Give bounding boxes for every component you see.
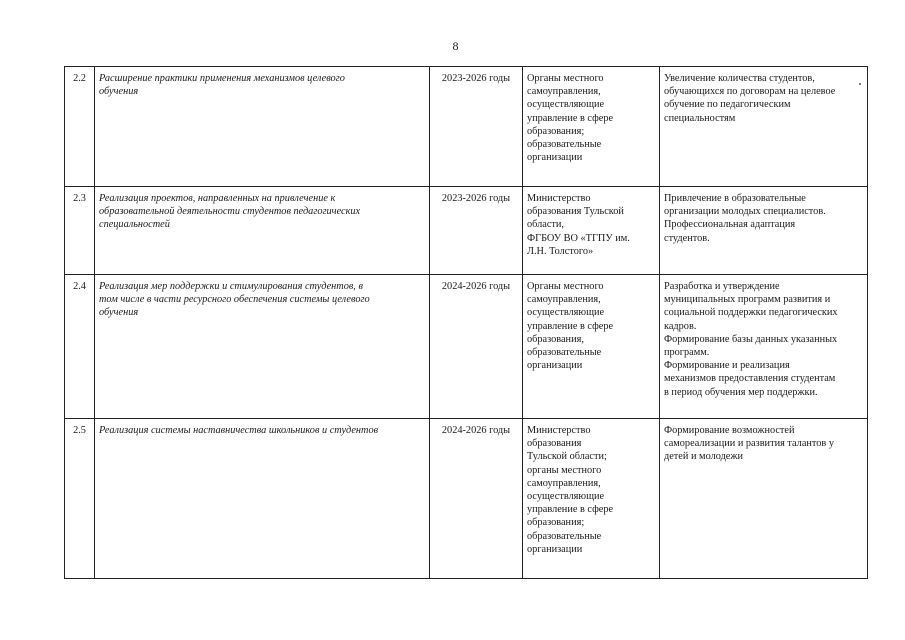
- result-line: механизмов предоставления студентам: [664, 373, 836, 385]
- period: 2024-2026 годы: [441, 281, 511, 292]
- activity-name-cell: [95, 419, 430, 579]
- responsible-line: Министерство: [527, 193, 591, 204]
- result-line: обучающихся по договорам на целевое: [664, 86, 836, 98]
- responsible-line: образования: [527, 438, 582, 450]
- period-cell: [430, 67, 523, 187]
- result-line: социальной поддержки педагогических: [664, 307, 838, 319]
- result-line: Профессиональная адаптация: [664, 219, 796, 231]
- item-number-cell: [65, 419, 95, 579]
- activity-name-line: образовательной деятельности студентов педагогических: [99, 206, 361, 218]
- responsible-line: самоуправления,: [527, 477, 601, 489]
- responsible-line: осуществляющие: [527, 307, 605, 319]
- result-line: студентов.: [664, 232, 710, 244]
- item-number: 2.3: [73, 193, 86, 204]
- item-number-cell: [65, 275, 95, 419]
- result-line: Увеличение количества студентов,: [664, 73, 815, 84]
- result-line: Формирование и реализация: [664, 360, 790, 372]
- table-row: [65, 67, 868, 187]
- responsible-line: организации: [527, 152, 583, 164]
- responsible-cell: [523, 419, 660, 579]
- result-line: программ.: [664, 347, 710, 359]
- activity-name-line: Реализация системы наставничества школьников и студентов: [99, 425, 379, 436]
- responsible-cell: [523, 275, 660, 419]
- result-line: специальностям: [664, 112, 736, 124]
- result-line: обучение по педагогическим: [664, 99, 791, 111]
- responsible-line: самоуправления,: [527, 86, 601, 98]
- result-line: Формирование возможностей: [664, 425, 795, 436]
- responsible-line: управление в сфере: [527, 320, 614, 332]
- responsible-line: организации: [527, 543, 583, 555]
- responsible-line: осуществляющие: [527, 491, 605, 503]
- activity-name-line: Реализация мер поддержки и стимулирования студентов, в: [99, 281, 363, 292]
- result-cell: [660, 67, 868, 187]
- table-row: [65, 275, 868, 419]
- responsible-line: Органы местного: [527, 281, 604, 292]
- responsible-line: организации: [527, 360, 583, 372]
- activity-name-cell: [95, 67, 430, 187]
- responsible-line: управление в сфере: [527, 112, 614, 124]
- responsible-line: области,: [527, 219, 564, 231]
- responsible-cell: [523, 67, 660, 187]
- item-number: 2.4: [73, 281, 86, 292]
- responsible-line: образования;: [527, 517, 585, 529]
- result-line: организации молодых специалистов.: [664, 206, 826, 218]
- result-line: в период обучения мер поддержки.: [664, 386, 818, 398]
- responsible-line: Л.Н. Толстого»: [527, 245, 594, 257]
- responsible-line: образовательные: [527, 530, 602, 542]
- result-line: Формирование базы данных указанных: [664, 333, 838, 345]
- item-number-cell: [65, 187, 95, 275]
- responsible-line: Органы местного: [527, 73, 604, 84]
- responsible-line: управление в сфере: [527, 504, 614, 516]
- activity-name-cell: [95, 275, 430, 419]
- item-number-cell: [65, 67, 95, 187]
- responsible-line: Министерство: [527, 425, 591, 436]
- responsible-line: образования Тульской: [527, 206, 624, 218]
- result-cell: [660, 275, 868, 419]
- result-line: самореализации и развития талантов у: [664, 438, 834, 450]
- period: 2023-2026 годы: [441, 193, 511, 204]
- result-cell: [660, 187, 868, 275]
- scan-speck: [859, 83, 861, 85]
- activity-name-line: обучения: [99, 86, 139, 98]
- result-line: кадров.: [664, 320, 697, 332]
- responsible-line: самоуправления,: [527, 294, 601, 306]
- activities-table: [64, 66, 868, 579]
- responsible-line: образования,: [527, 333, 584, 345]
- activity-name-cell: [95, 187, 430, 275]
- result-line: Привлечение в образовательные: [664, 193, 806, 204]
- page-number: 8: [452, 39, 459, 53]
- period: 2024-2026 годы: [441, 425, 511, 436]
- responsible-line: образовательные: [527, 139, 602, 151]
- responsible-line: Тульской области;: [527, 451, 607, 463]
- item-number: 2.5: [73, 425, 86, 436]
- table-row: [65, 187, 868, 275]
- activity-name-line: Расширение практики применения механизмов целевого: [99, 73, 345, 84]
- item-number: 2.2: [73, 73, 86, 84]
- activity-name-line: том числе в части ресурсного обеспечения системы целевого: [99, 294, 370, 306]
- period-cell: [430, 275, 523, 419]
- responsible-line: образования;: [527, 125, 585, 137]
- period-cell: [430, 187, 523, 275]
- table-row: [65, 419, 868, 579]
- period-cell: [430, 419, 523, 579]
- activity-name-line: специальностей: [99, 219, 170, 231]
- responsible-line: ФГБОУ ВО «ТГПУ им.: [527, 232, 630, 244]
- period: 2023-2026 годы: [441, 73, 511, 84]
- result-line: муниципальных программ развития и: [664, 294, 831, 306]
- responsible-line: образовательные: [527, 347, 602, 359]
- result-line: детей и молодежи: [664, 451, 744, 463]
- activity-name-line: обучения: [99, 307, 139, 319]
- responsible-line: органы местного: [527, 464, 602, 476]
- result-cell: [660, 419, 868, 579]
- result-line: Разработка и утверждение: [664, 281, 780, 292]
- activity-name-line: Реализация проектов, направленных на привлечение к: [99, 193, 336, 204]
- responsible-line: осуществляющие: [527, 99, 605, 111]
- responsible-cell: [523, 187, 660, 275]
